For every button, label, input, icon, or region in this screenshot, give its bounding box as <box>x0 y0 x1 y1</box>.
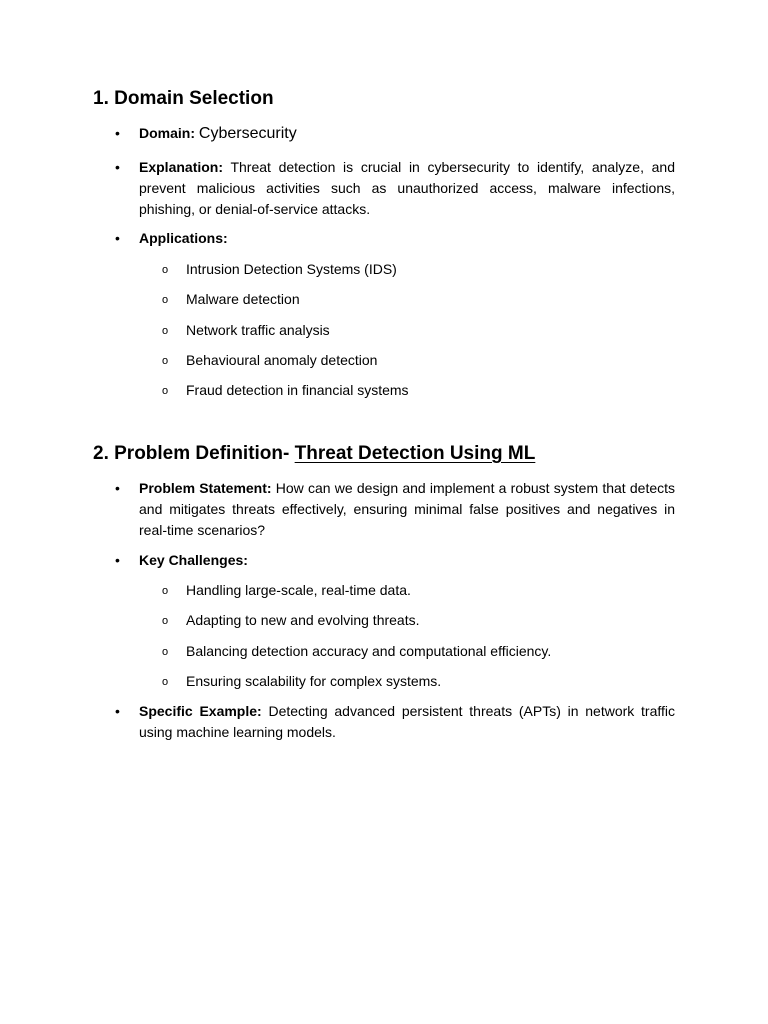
explanation-text: Threat detection is crucial in cybersecurity to identify, analyze, and prevent malicious activities such as unauthorized access, malware infections, phishing, or denial-of-service attacks. <box>139 159 676 217</box>
list-item: o Intrusion Detection Systems (IDS) <box>186 259 676 280</box>
section-1-heading-text: 1. Domain Selection <box>93 88 274 109</box>
section-2-heading <box>93 442 535 466</box>
specific-example-label: Specific Example: <box>139 703 262 719</box>
problem-statement-text: How can we design and implement a robust system that detects and mitigates threats effectively, ensuring minimal false positives and negatives in real-time scenarios? <box>139 480 676 538</box>
explanation-bullet <box>139 157 675 220</box>
list-item: o Malware detection <box>186 289 676 310</box>
domain-value: Cybersecurity <box>198 125 297 142</box>
problem-statement-label: Problem Statement: <box>139 480 272 496</box>
domain-label: Domain: <box>139 125 195 141</box>
section-2-heading-underlined: Threat Detection Using ML <box>294 443 536 464</box>
list-item: o Adapting to new and evolving threats. <box>186 610 676 631</box>
list-item: o Handling large-scale, real-time data. <box>186 580 676 601</box>
list-item: o Fraud detection in financial systems <box>186 380 676 401</box>
domain-bullet <box>139 123 675 144</box>
list-item: o Balancing detection accuracy and computational efficiency. <box>186 641 676 662</box>
section-2-heading-prefix: 2. Problem Definition- <box>93 443 290 464</box>
problem-statement-bullet <box>139 478 675 541</box>
key-challenges-label: Key Challenges: <box>139 552 248 568</box>
list-item: o Behavioural anomaly detection <box>186 350 676 371</box>
applications-label: Applications: <box>139 230 228 246</box>
key-challenges-bullet <box>139 550 675 571</box>
list-item: o Ensuring scalability for complex systems. <box>186 671 676 692</box>
section-1-heading <box>93 87 274 111</box>
applications-bullet <box>139 228 675 249</box>
specific-example-text: Detecting advanced persistent threats (APTs) in network traffic using machine learning models. <box>139 703 676 740</box>
list-item: o Network traffic analysis <box>186 320 676 341</box>
explanation-label: Explanation: <box>139 159 224 175</box>
specific-example-bullet <box>139 701 675 743</box>
